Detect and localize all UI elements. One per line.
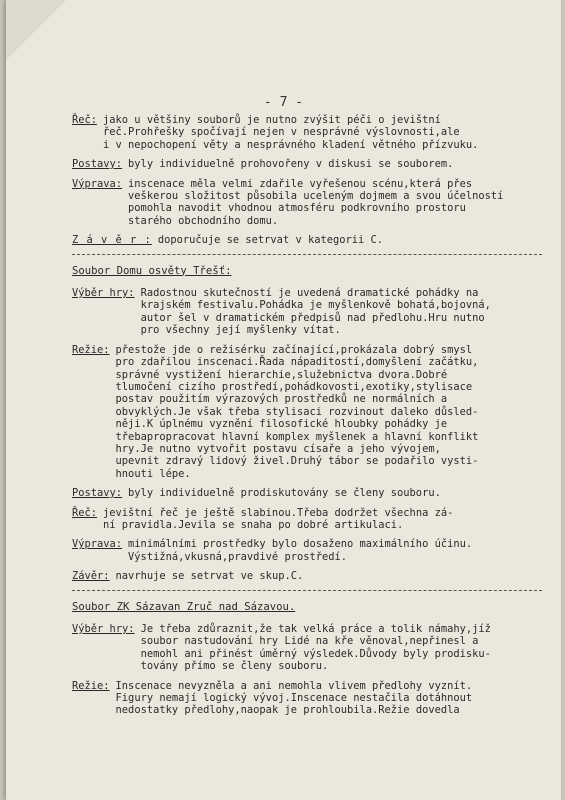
text-rec — [97, 507, 542, 532]
text-line: i v nepochopení věty a nesprávného kladení větného přízvuku. — [103, 138, 479, 151]
label-rezie: Režie: — [72, 679, 110, 692]
text-line: krajském festivalu.Pohádka je myšlenkově bohatá,bojovná, — [140, 299, 491, 312]
text-line: nedostatky předlohy,naopak je prohloubila.Režie dovedla — [115, 704, 460, 717]
section2-rec — [72, 507, 542, 532]
text-line: inscenace měla velmi zdařile vyřešenou scénu,která přes — [128, 177, 473, 190]
text-line: pro všechny její myšlenky vítat. — [140, 324, 341, 337]
label-vyprava: Výprava: — [72, 538, 123, 551]
label-rec: Řeč: — [72, 506, 98, 519]
text-line: ní pravidla.Jevila se snaha po dobré artikulaci. — [103, 518, 404, 531]
text-line: autor šel v dramatickém předpisů nad předlohu.Hru nutno — [140, 311, 485, 324]
text-line: pro zdařilou inscenaci.Řada nápaditostí,domyšlení začátku, — [115, 356, 479, 369]
text-line: navrhuje se setrvat ve skup.C. — [115, 570, 304, 583]
divider — [72, 254, 542, 255]
text-postavy — [122, 158, 542, 170]
text-line: přestože jde o režisérku začínající,prokázala dobrý smysl — [115, 343, 473, 356]
text-vyber — [135, 623, 542, 673]
text-line: továny přímo se členy souboru. — [140, 660, 329, 673]
section-heading — [72, 601, 542, 613]
page-number: - 7 - — [263, 95, 304, 110]
text-line: jevištní řeč je ještě slabinou.Třeba dodržet všechna zá- — [103, 506, 454, 519]
label-rec: Řeč: — [72, 114, 98, 126]
text-line: Inscenace nevyzněla a ani nemohla vlivem předlohy vyznít. — [115, 679, 473, 692]
label-postavy: Postavy: — [72, 158, 123, 171]
text-line: Figury nemají logický vývoj.Inscenace nestačila dotáhnout — [115, 692, 473, 705]
text-line: Radostnou skutečností je uvedená dramatické pohádky na — [140, 287, 479, 300]
text-line: Je třeba zdůraznit,že tak velká práce a tolik námahy,jíž — [140, 623, 491, 635]
text-line: tlumočení cizího prostředí,pohádkovosti,exotiky,stylisace — [115, 380, 473, 393]
section2-vyber — [72, 287, 542, 337]
text-line: veškerou složitost působila uceleným dojmem a svou účelností — [128, 190, 504, 203]
label-vyber: Výběr hry: — [72, 623, 135, 635]
text-line: starého obchodního domu. — [128, 214, 279, 227]
text-line: hnouti lépe. — [115, 467, 191, 480]
section3-vyber — [72, 623, 542, 673]
text-line: něji.K úplnému vyznění filosofické hloubky pohádky je — [115, 418, 448, 431]
section2-vyprava — [72, 538, 542, 563]
label-zaver: Závěr: — [72, 570, 110, 583]
text-vyber — [135, 287, 542, 337]
text-rezie — [110, 680, 542, 717]
text-postavy — [122, 487, 542, 499]
label-rezie: Režie: — [72, 343, 110, 356]
text-line: doporučuje se setrvat v kategorii C. — [157, 234, 384, 247]
divider — [72, 590, 542, 591]
text-line: hry.Je nutno vytvořit postavu císaře a jeho vývojem, — [115, 442, 441, 455]
page-fold — [6, 0, 66, 60]
section-heading-text: Soubor Domu osvěty Třešť: — [72, 264, 232, 277]
label-vyprava: Výprava: — [72, 177, 123, 190]
text-rec — [97, 114, 542, 151]
label-zaver: Z á v ě r : — [72, 234, 152, 247]
section-heading-text: Soubor ZK Sázavan Zruč nad Sázavou. — [72, 600, 296, 613]
section2-zaver — [72, 570, 542, 582]
text-vyprava — [122, 538, 542, 563]
section1-zaver — [72, 234, 542, 246]
text-line: jako u většiny souborů je nutno zvýšit péči o jevištní — [103, 114, 441, 126]
text-line: Výstižná,vkusná,pravdivé prostředí. — [128, 550, 347, 563]
text-zaver — [152, 234, 542, 246]
text-vyprava — [122, 178, 542, 228]
section-heading — [72, 265, 542, 277]
text-line: řeč.Prohřešky spočívají nejen v nesprávné výslovnosti,ale — [103, 126, 460, 139]
text-rezie — [110, 344, 542, 480]
text-line: obvyklých.Je však třeba stylisaci rozvinout daleko důsled- — [115, 405, 479, 418]
text-line: byly individuelně prohovořeny v diskusi se souborem. — [128, 158, 454, 171]
section1-vyprava — [72, 178, 542, 228]
text-line: třebapropracovat hlavní komplex myšlenek a hlavní konflikt — [115, 430, 479, 443]
label-vyber: Výběr hry: — [72, 287, 135, 300]
text-line: postav použitím výrazových prostředků ne normálních a — [115, 393, 448, 406]
section2-postavy — [72, 487, 542, 499]
text-line: byly individuelně prodiskutovány se členy souboru. — [128, 487, 441, 500]
text-line: nemohl ani přinést úměrný výsledek.Důvody byly prodisku- — [140, 647, 491, 660]
section1-postavy — [72, 158, 542, 170]
text-line: pomohla navodit vhodnou atmosféru podkrovního prostoru — [128, 202, 466, 215]
section1-rec — [72, 114, 542, 151]
text-line: minimálními prostředky bylo dosaženo maximálního účinu. — [128, 538, 473, 551]
document-page — [6, 0, 561, 800]
document-body — [72, 114, 542, 724]
text-line: soubor nastudování hry Lidé na kře věnoval,nepřinesl a — [140, 635, 479, 648]
label-postavy: Postavy: — [72, 487, 123, 500]
text-line: upevnit zdravý lidový živel.Druhý tábor se podařilo vysti- — [115, 455, 479, 468]
section3-rezie — [72, 680, 542, 717]
section2-rezie — [72, 344, 542, 480]
text-line: správné vystižení hierarchie,služebnictva dvora.Dobré — [115, 368, 448, 381]
text-zaver — [110, 570, 542, 582]
